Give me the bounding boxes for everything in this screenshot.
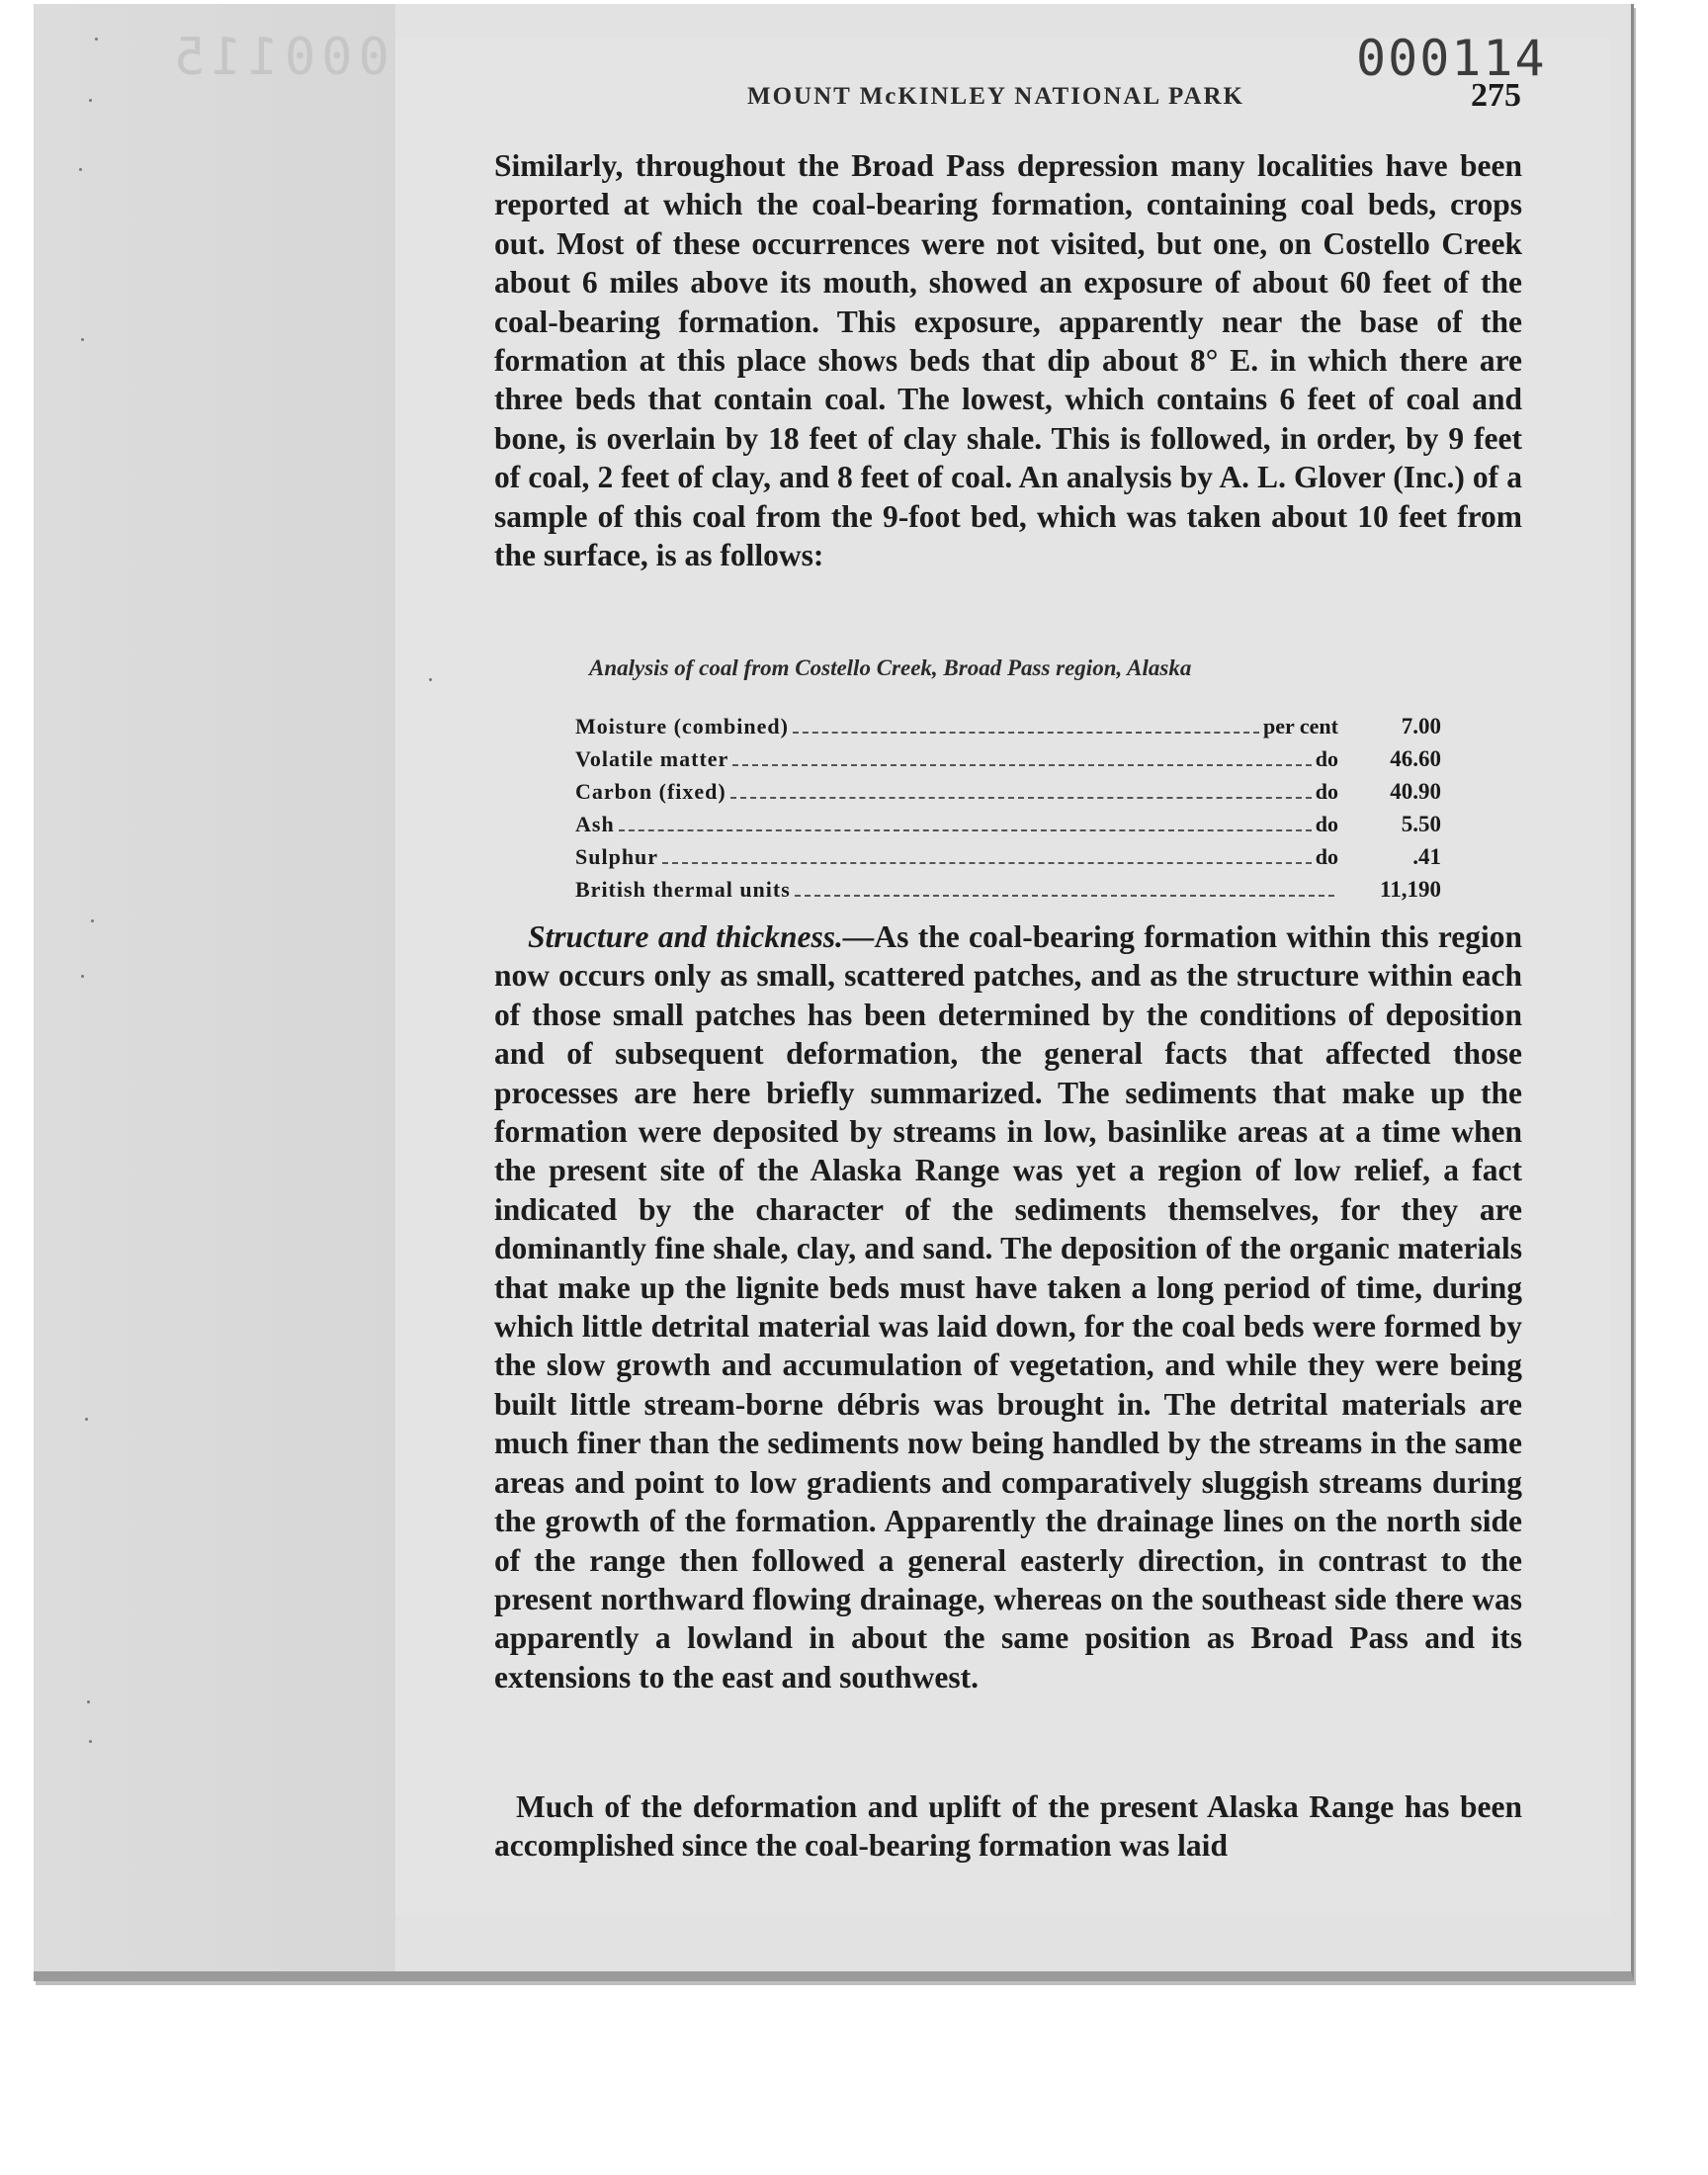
- scan-speck: [79, 168, 82, 171]
- row-label: Carbon (fixed): [575, 779, 726, 804]
- leader-dots: [730, 797, 1312, 799]
- body-paragraph: Similarly, throughout the Broad Pass depression many localities have been reported at which the coal-bearing formation, containing coal beds, crops out. Most of these occurrences were not visited, but one, on Costello Creek about 6 miles above its mouth, showed an exposure of about 60 feet of the coal-bearing formation. This exposure, apparently near the base of the formation at this place shows beds that dip about 8° E. in which there are three beds that contain coal. The lowest, which contains 6 feet of coal and bone, is overlain by 18 feet of clay shale. This is followed, in order, by 9 feet of coal, 2 feet of clay, and 8 feet of coal. An analysis by A. L. Glover (Inc.) of a sample of this coal from the 9-foot bed, which was taken about 10 feet from the surface, is as follows:: [494, 148, 1522, 573]
- scan-speck: [87, 1700, 90, 1703]
- scan-speck: [429, 678, 432, 681]
- row-unit: do: [1315, 746, 1338, 771]
- scan-speck: [85, 1418, 88, 1421]
- row-unit: per cent: [1263, 714, 1338, 739]
- leader-dots: [662, 862, 1312, 864]
- leader-dots: [793, 732, 1259, 734]
- row-value: 5.50: [1401, 812, 1441, 836]
- scan-speck: [81, 975, 84, 978]
- row-label: British thermal units: [575, 877, 791, 902]
- table-row: [575, 746, 1441, 779]
- scan-speck: [91, 919, 94, 922]
- table-row: [575, 779, 1441, 812]
- row-label: Sulphur: [575, 844, 659, 869]
- running-head: MOUNT McKINLEY NATIONAL PARK: [747, 83, 1244, 110]
- document-stamp-number: 000114: [1356, 30, 1547, 87]
- scan-speck: [89, 1740, 92, 1743]
- row-value: .41: [1412, 844, 1441, 869]
- scan-speck: [89, 99, 92, 102]
- row-label: Volatile matter: [575, 746, 729, 771]
- blank-margin: [34, 4, 395, 1971]
- table-row: [575, 844, 1441, 877]
- leader-dots: [732, 764, 1311, 766]
- row-label: Ash: [575, 812, 615, 836]
- leader-dots: [795, 895, 1334, 897]
- page-number: 275: [1471, 77, 1521, 114]
- body-paragraph: [494, 917, 1522, 1696]
- row-unit: do: [1315, 844, 1338, 869]
- row-value: 7.00: [1401, 714, 1441, 739]
- row-unit: do: [1315, 779, 1338, 804]
- row-label: Moisture (combined): [575, 714, 789, 739]
- table-caption: Analysis of coal from Costello Creek, Broad Pass region, Alaska: [589, 655, 1192, 680]
- row-value: 40.90: [1390, 779, 1441, 804]
- section-heading: Structure and thickness.—: [528, 919, 875, 954]
- bleed-through-stamp: 000115: [168, 28, 389, 87]
- row-unit: do: [1315, 812, 1338, 836]
- table-row: [575, 812, 1441, 844]
- scan-speck: [81, 338, 84, 341]
- table-row: [575, 714, 1441, 746]
- leader-dots: [619, 829, 1312, 831]
- body-paragraph: Much of the deformation and uplift of the present Alaska Range has been accomplished since the coal-bearing formation was laid: [494, 1789, 1522, 1864]
- row-value: 46.60: [1390, 746, 1441, 771]
- table-row: [575, 877, 1441, 910]
- coal-analysis-table: [575, 714, 1441, 910]
- scan-speck: [95, 38, 98, 41]
- paragraph-text: As the coal-bearing formation within this region now occurs only as small, scattered patches, and as the structure within each of those small patches has been determined by the conditions of deposition and of subsequent deformation, the general facts that affected those processes are here briefly summarized. The sediments that make up the formation were deposited by streams in low, basinlike areas at a time when the present site of the Alaska Range was yet a region of low relief, a fact indicated by the character of the sediments themselves, for they are dominantly fine shale, clay, and sand. The deposition of the organic materials that make up the lignite beds must have taken a long period of time, during which little detrital material was laid down, for the coal beds were formed by the slow growth and accumulation of vegetation, and while they were being built little stream-borne débris was brought in. The detrital materials are much finer than the sediments now being handled by the streams in the same areas and point to low gradients and comparatively sluggish streams during the growth of the formation. Apparently the drainage lines on the north side of the range then followed a general easterly direction, in contrast to the present northward flowing drainage, whereas on the southeast side there was apparently a lowland in about the same position as Broad Pass and its extensions to the east and southwest.: [494, 919, 1522, 1695]
- row-value: 11,190: [1380, 877, 1441, 902]
